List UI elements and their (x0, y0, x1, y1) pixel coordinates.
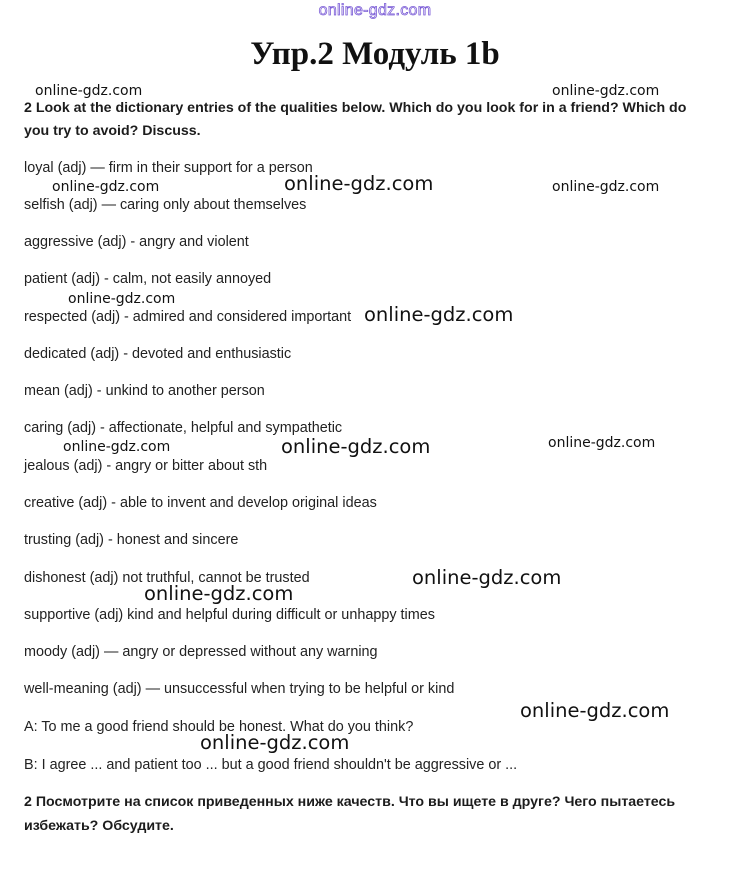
entry-supportive: supportive (adj) kind and helpful during difficult or unhappy times (24, 607, 435, 623)
entry-patient: patient (adj) - calm, not easily annoyed (24, 271, 272, 287)
watermark: online-gdz.com (364, 303, 514, 326)
entry-dedicated: dedicated (adj) - devoted and enthusiastic (24, 346, 292, 362)
watermark: online-gdz.com (520, 699, 670, 722)
entry-trusting: trusting (adj) - honest and sincere (24, 532, 239, 548)
instruction-ru-line-2: избежать? Обсудите. (24, 818, 174, 834)
entry-moody: moody (adj) — angry or depressed without any warning (24, 644, 378, 660)
entry-mean: mean (adj) - unkind to another person (24, 383, 265, 399)
entry-well-meaning: well-meaning (adj) — unsuccessful when trying to be helpful or kind (24, 681, 455, 697)
watermark: online-gdz.com (548, 435, 656, 451)
entry-aggressive: aggressive (adj) - angry and violent (24, 234, 249, 250)
watermark: online-gdz.com (35, 83, 143, 99)
dialogue-line-b: B: I agree ... and patient too ... but a good friend shouldn't be aggressive or ... (24, 757, 518, 773)
watermark: online-gdz.com (281, 435, 431, 458)
page-title: Упр.2 Модуль 1b (250, 36, 500, 72)
watermark: online-gdz.com (552, 179, 660, 195)
dialogue-line-a: A: To me a good friend should be honest. What do you think? (24, 719, 414, 735)
entry-jealous: jealous (adj) - angry or bitter about sth (24, 458, 268, 474)
watermark: online-gdz.com (552, 83, 660, 99)
instruction-ru-line-1: 2 Посмотрите на список приведенных ниже качеств. Что вы ищете в друге? Чего пытаетесь (24, 794, 676, 810)
top-site-watermark: online-gdz.com (318, 2, 432, 19)
entry-respected: respected (adj) - admired and considered important (24, 309, 352, 325)
watermark: online-gdz.com (68, 291, 176, 307)
entry-creative: creative (adj) - able to invent and develop original ideas (24, 495, 377, 511)
watermark: online-gdz.com (284, 172, 434, 195)
entry-loyal: loyal (adj) — firm in their support for a person (24, 160, 313, 176)
watermark: online-gdz.com (144, 582, 294, 605)
instruction-en-line-1: 2 Look at the dictionary entries of the qualities below. Which do you look for in a friend? Which do (24, 100, 687, 116)
entry-caring: caring (adj) - affectionate, helpful and sympathetic (24, 420, 343, 436)
watermark: online-gdz.com (412, 566, 562, 589)
watermark: online-gdz.com (63, 439, 171, 455)
instruction-en-line-2: you try to avoid? Discuss. (24, 123, 201, 139)
entry-dishonest: dishonest (adj) not truthful, cannot be trusted (24, 570, 310, 586)
watermark: online-gdz.com (52, 179, 160, 195)
entry-selfish: selfish (adj) — caring only about themselves (24, 197, 307, 213)
watermark: online-gdz.com (200, 731, 350, 754)
